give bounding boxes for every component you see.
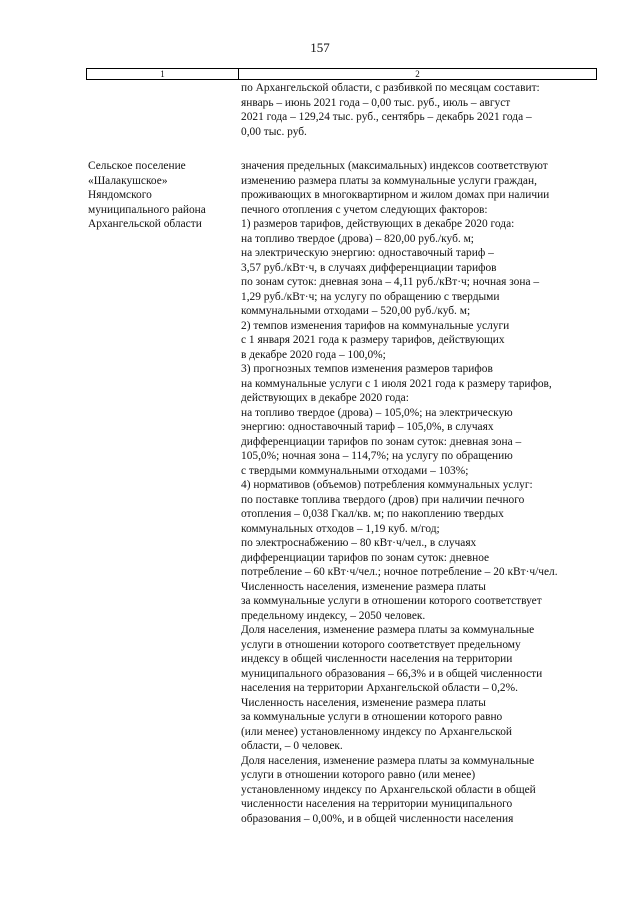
text-line: печного отопления с учетом следующих факторов:	[241, 203, 488, 216]
text-line: по электроснабжению – 80 кВт·ч/чел., в случаях	[241, 537, 477, 549]
municipality-name	[88, 159, 238, 232]
text-line: образования – 0,00%, и в общей численности населения	[241, 812, 514, 825]
text-line: коммунальных отходов – 1,19 куб. м/год;	[241, 522, 440, 535]
text-line: отопления – 0,038 Гкал/кв. м; по накоплению твердых	[241, 508, 504, 520]
text-line: Доля населения, изменение размера платы за коммунальные	[241, 754, 535, 767]
text-line: энергию: одноставочный тариф – 105,0%, в случаях	[241, 421, 494, 433]
text-line: «Шалакушское»	[88, 174, 168, 187]
text-line: на топливо твердое (дрова) – 820,00 руб./куб. м;	[241, 232, 474, 245]
text-line: с твердыми коммунальными отходами – 103%;	[241, 464, 469, 477]
text-line: с 1 января 2021 года к размеру тарифов, действующих	[241, 334, 505, 346]
text-line: проживающих в многоквартирном и жилом домах при наличии	[241, 189, 550, 201]
text-line: услуги в отношении которого соответствует предельному	[241, 638, 521, 651]
text-line: 1,29 руб./кВт·ч; на услугу по обращению с твердыми	[241, 290, 500, 303]
page-number: 157	[310, 40, 330, 55]
text-line: потребление – 60 кВт·ч/чел.; ночное потребление – 20 кВт·ч/чел.	[241, 566, 558, 578]
text-line: (или менее) установленному индексу по Архангельской	[241, 725, 512, 738]
text-line: индексу в общей численности населения на территории	[241, 653, 513, 665]
text-line: Численность населения, изменение размера платы	[241, 580, 486, 593]
text-line: в декабре 2020 года – 100,0%;	[241, 348, 386, 361]
table-header-col-2: 2	[415, 69, 420, 79]
text-line: Доля населения, изменение размера платы за коммунальные	[241, 624, 535, 636]
text-line: значения предельных (максимальных) индексов соответствуют	[241, 160, 548, 172]
text-line: 1) размеров тарифов, действующих в декабре 2020 года:	[241, 218, 515, 230]
text-line: Сельское поселение	[88, 160, 186, 172]
text-line: за коммунальные услуги в отношении которого соответствует	[241, 595, 542, 607]
text-line: 3) прогнозных темпов изменения размеров тарифов	[241, 363, 493, 375]
text-line: 2021 года – 129,24 тыс. руб., сентябрь – декабрь 2021 года –	[241, 111, 532, 123]
text-line: Няндомского	[88, 189, 152, 201]
text-line: дифференциации тарифов по зонам суток: дневная зона –	[241, 435, 522, 448]
text-line: предельному индексу, – 2050 человек.	[241, 609, 426, 622]
table-header	[86, 68, 597, 80]
index-description	[241, 159, 611, 826]
text-line: Численность населения, изменение размера платы	[241, 696, 486, 709]
text-line: области, – 0 человек.	[241, 740, 343, 752]
text-line: 4) нормативов (объемов) потребления коммунальных услуг:	[241, 479, 533, 491]
text-line: на электрическую энергию: одноставочный тариф –	[241, 247, 494, 259]
text-line: изменению размера платы за коммунальные услуги граждан,	[241, 174, 537, 187]
text-line: дифференциации тарифов по зонам суток: дневное	[241, 551, 490, 564]
text-line: на коммунальные услуги с 1 июля 2021 года к размеру тарифов,	[241, 377, 552, 390]
table-header-col-1: 1	[87, 69, 239, 79]
text-line: коммунальными отходами – 520,00 руб./куб. м;	[241, 305, 471, 317]
text-line: на топливо твердое (дрова) – 105,0%; на электрическую	[241, 406, 513, 419]
text-line: населения на территории Архангельской области – 0,2%.	[241, 682, 518, 694]
text-line: услуги в отношении которого равно (или менее)	[241, 769, 476, 781]
text-line: 0,00 тыс. руб.	[241, 125, 307, 138]
continuation-text	[241, 81, 611, 139]
text-line: действующих в декабре 2020 года:	[241, 392, 409, 404]
text-line: январь – июнь 2021 года – 0,00 тыс. руб., июль – август	[241, 96, 511, 109]
text-line: установленному индексу по Архангельской области в общей	[241, 783, 536, 796]
text-line: 3,57 руб./кВт·ч, в случаях дифференциации тарифов	[241, 261, 497, 274]
text-line: по поставке топлива твердого (дров) при наличии печного	[241, 493, 525, 506]
text-line: 105,0%; ночная зона – 114,7%; на услугу по обращению	[241, 450, 513, 462]
text-line: Архангельской области	[88, 218, 202, 230]
text-line: муниципального района	[88, 203, 206, 216]
text-line: муниципального образования – 66,3% и в общей численности	[241, 667, 543, 680]
text-line: за коммунальные услуги в отношении которого равно	[241, 711, 503, 723]
text-line: по зонам суток: дневная зона – 4,11 руб./кВт·ч; ночная зона –	[241, 276, 540, 288]
text-line: численности населения на территории муниципального	[241, 798, 513, 810]
text-line: по Архангельской области, с разбивкой по месяцам составит:	[241, 82, 540, 94]
text-line: 2) темпов изменения тарифов на коммунальные услуги	[241, 319, 510, 332]
